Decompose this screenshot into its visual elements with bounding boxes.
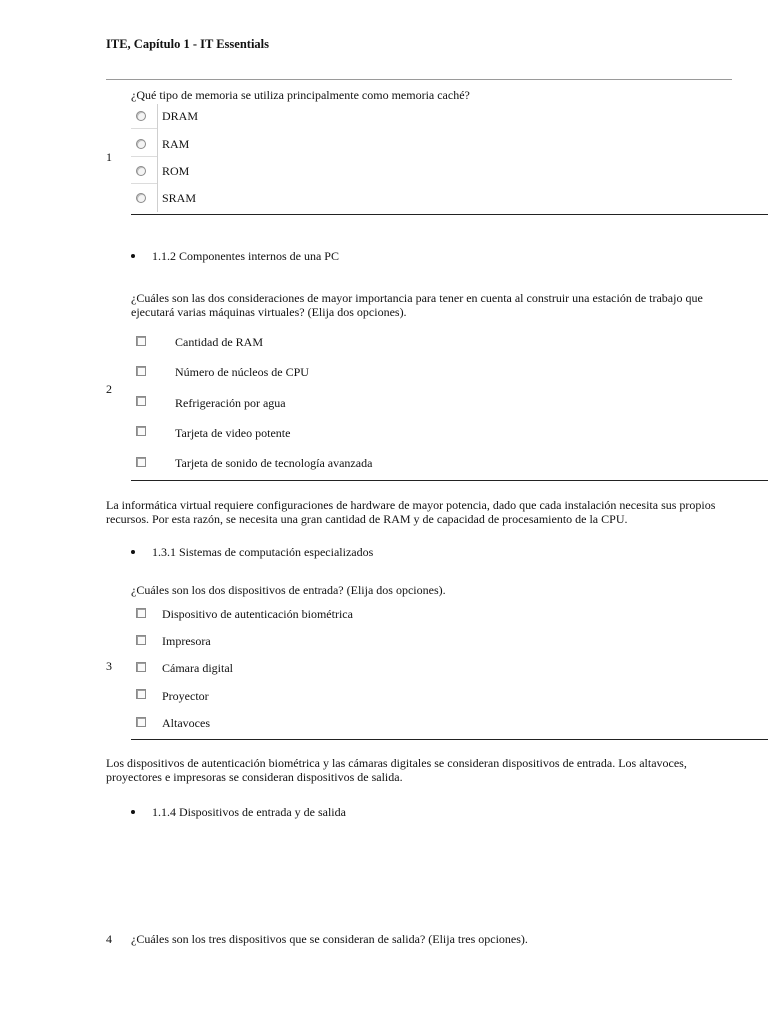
option-label: RAM [162,136,190,151]
reference-link[interactable]: 1.1.2 Componentes internos de una PC [152,249,339,263]
option-checkbox[interactable] [128,390,154,412]
question-1-divider [131,214,768,215]
option-checkbox[interactable] [128,629,154,651]
bullet-icon [131,254,135,258]
option-checkbox[interactable] [128,602,154,624]
option-checkbox[interactable] [128,360,154,382]
option-label: Proyector [162,688,209,703]
option-label: Impresora [162,633,211,648]
option-radio[interactable] [128,105,154,127]
option-label: SRAM [162,190,197,205]
question-3-explanation: Los dispositivos de autenticación biométrica y las cámaras digitales se consideran dispositivos de entrada. Los altavoces, proyectores e impresoras se consideran dispositivos de salida. [106,756,687,784]
question-2-explanation: La informática virtual requiere configuraciones de hardware de mayor potencia, dado que cada instalación necesita sus propios recursos. Por esta razón, se necesita una gran cantidad de RAM y de capacidad de procesamiento de la CPU. [106,498,716,526]
question-2-number: 2 [106,382,112,396]
question-1-number: 1 [106,150,112,164]
option-checkbox[interactable] [128,711,154,733]
bullet-icon [131,550,135,554]
option-row-divider [131,183,157,184]
option-column-divider [157,104,158,212]
option-radio[interactable] [128,133,154,155]
option-label: Tarjeta de sonido de tecnología avanzada [175,455,373,470]
bullet-icon [131,810,135,814]
reference-link[interactable]: 1.3.1 Sistemas de computación especializados [152,545,374,559]
option-label: Refrigeración por agua [175,395,286,410]
option-label: Cantidad de RAM [175,334,263,349]
question-1-text: ¿Qué tipo de memoria se utiliza principalmente como memoria caché? [131,88,470,102]
question-4-text: ¿Cuáles son los tres dispositivos que se consideran de salida? (Elija tres opciones). [131,932,528,946]
option-row-divider [131,128,157,129]
option-checkbox[interactable] [128,451,154,473]
option-radio[interactable] [128,160,154,182]
option-label: ROM [162,163,190,178]
option-label: Número de núcleos de CPU [175,364,309,379]
option-label: Altavoces [162,715,210,730]
header-divider [106,79,732,80]
reference-link[interactable]: 1.1.4 Dispositivos de entrada y de salida [152,805,346,819]
option-checkbox[interactable] [128,656,154,678]
question-3-text: ¿Cuáles son los dos dispositivos de entrada? (Elija dos opciones). [131,583,446,597]
option-label: DRAM [162,108,199,123]
page-title: ITE, Capítulo 1 - IT Essentials [106,37,270,51]
question-4-number: 4 [106,932,112,946]
option-radio[interactable] [128,187,154,209]
question-2-text: ¿Cuáles son las dos consideraciones de mayor importancia para tener en cuenta al construir una estación de trabajo que ejecutará varias máquinas virtuales? (Elija dos opciones). [131,291,703,319]
option-row-divider [131,156,157,157]
option-label: Tarjeta de video potente [175,425,291,440]
option-label: Dispositivo de autenticación biométrica [162,606,353,621]
option-checkbox[interactable] [128,683,154,705]
question-2-divider [131,480,768,481]
option-label: Cámara digital [162,660,233,675]
option-checkbox[interactable] [128,330,154,352]
question-3-number: 3 [106,659,112,673]
question-3-divider [131,739,768,740]
option-checkbox[interactable] [128,420,154,442]
